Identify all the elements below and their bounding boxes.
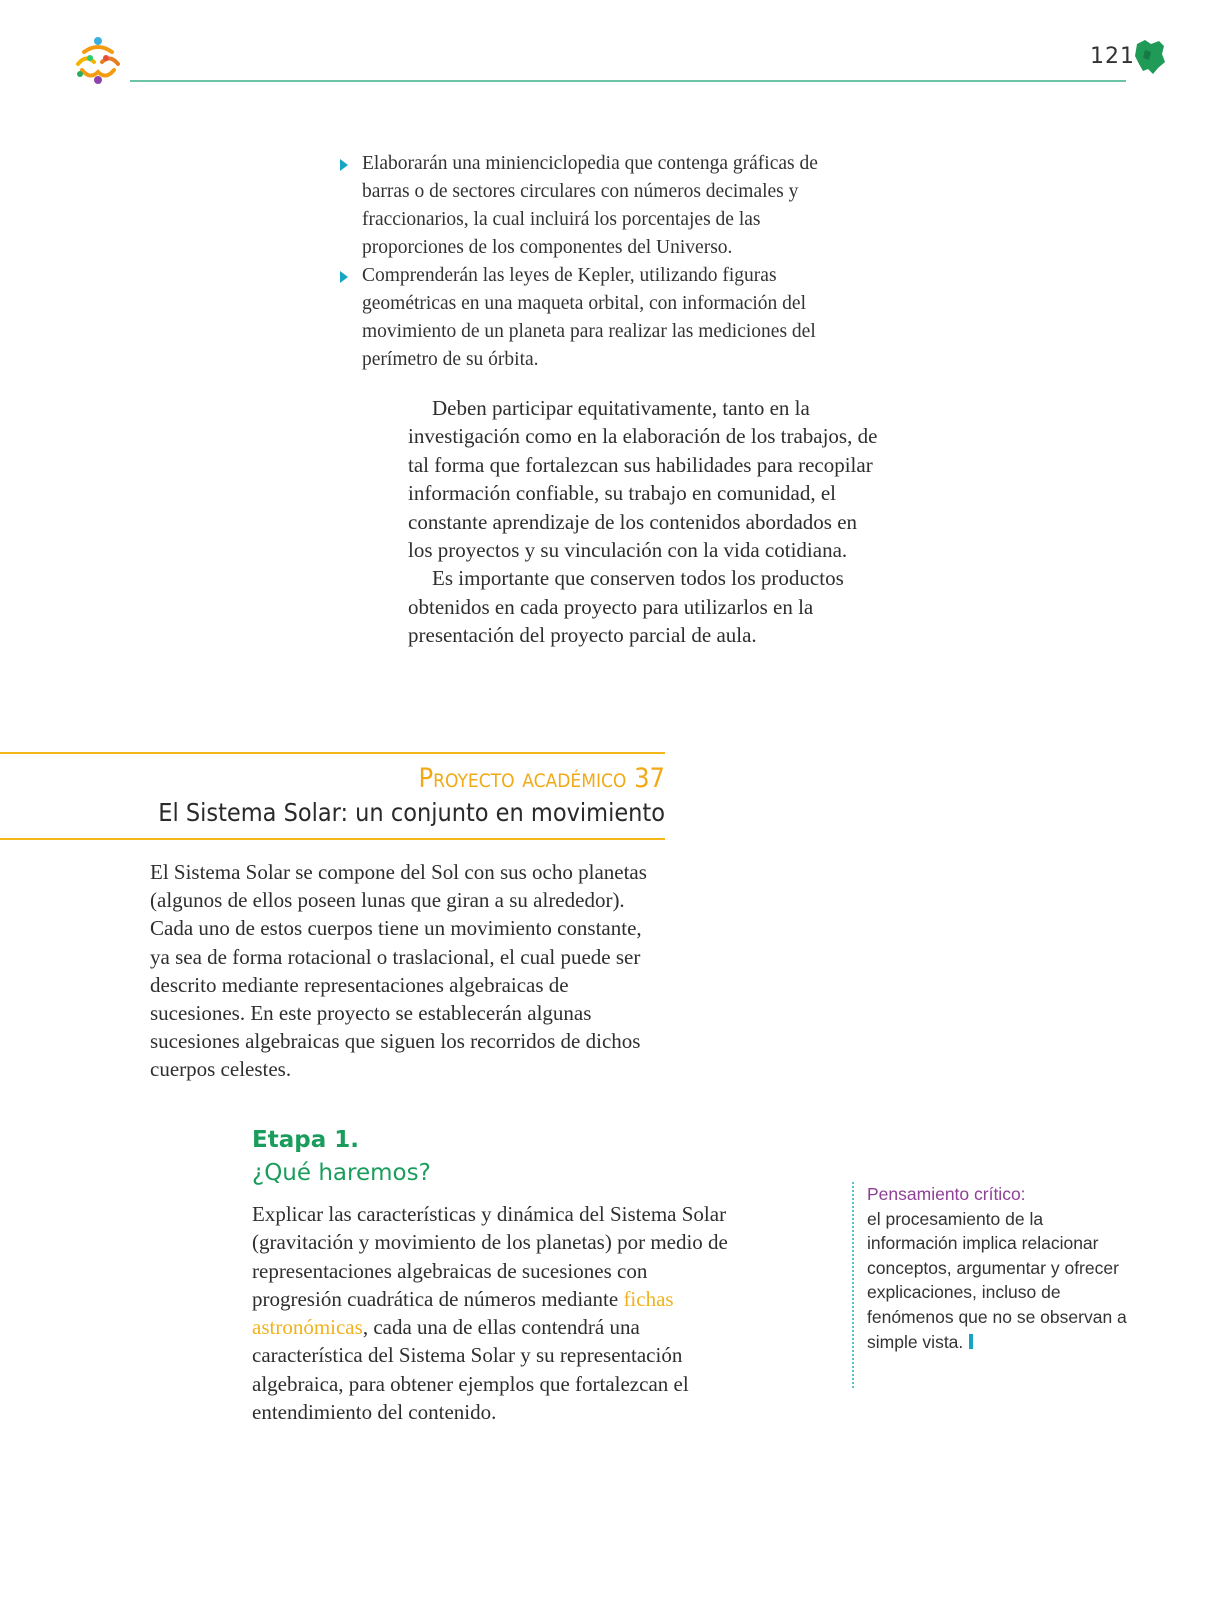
glossary-sidebar xyxy=(852,1182,1127,1388)
project-header xyxy=(0,752,665,840)
glossary-link[interactable]: fichas astronómicas xyxy=(252,1286,674,1340)
paragraph: Es importante que conserven todos los productos obtenidos en cada proyecto para utilizarlos en la presentación del proyecto parcial de aula. xyxy=(408,566,844,648)
triangle-bullet-icon xyxy=(340,271,348,283)
project-intro: El Sistema Solar se compone del Sol con sus ocho planetas (algunos de ellos poseen lunas que giran a su alrededor). Cada uno de estos cuerpos tiene un movimiento constante, ya sea de forma rotacional o traslacional, el cual puede ser descrito mediante representaciones algebraicas de sucesiones. En este proyecto se establecerán algunas sucesiones algebraicas que siguen los recorridos de dichos cuerpos celestes. xyxy=(150,860,647,1082)
page-number: 121 xyxy=(1090,44,1135,69)
flower-logo-icon xyxy=(72,34,124,86)
header-rule xyxy=(130,80,1126,82)
stage-title: Etapa 1. xyxy=(252,1127,359,1153)
stage-subtitle: ¿Qué haremos? xyxy=(252,1160,431,1186)
objectives-list xyxy=(340,150,860,374)
paragraph: Deben participar equitativamente, tanto en la investigación como en la elaboración de los trabajos, de tal forma que fortalezcan sus habilidades para recopilar información confiable, su trabajo en comunidad, el constante aprendizaje de los contenidos abordados en los proyectos y su vinculación con la vida cotidiana. xyxy=(408,396,878,563)
triangle-bullet-icon xyxy=(340,159,348,171)
stage-body-text: Explicar las características y dinámica del Sistema Solar (gravitación y movimiento de los planetas) por medio de representaciones algebraicas de sucesiones con progresión cuadrática de números mediante xyxy=(252,1202,728,1311)
end-mark-icon xyxy=(969,1334,973,1349)
list-item-text: Comprenderán las leyes de Kepler, utilizando figuras geométricas en una maqueta orbital, con información del movimiento de un planeta para realizar las mediciones del perímetro de su órbita. xyxy=(362,265,816,370)
green-map-icon xyxy=(1133,38,1167,76)
list-item-text: Elaborarán una minienciclopedia que contenga gráficas de barras o de sectores circulares con números decimales y fraccionarios, la cual incluirá los porcentajes de las proporciones de los componentes del Universo. xyxy=(362,153,818,258)
sidebar-term: Pensamiento crítico: xyxy=(867,1184,1026,1204)
list-item xyxy=(340,262,860,374)
project-kicker: Proyecto académico 37 xyxy=(418,763,665,794)
list-item xyxy=(340,150,860,262)
stage-heading xyxy=(252,1124,431,1190)
project-title: El Sistema Solar: un conjunto en movimiento xyxy=(158,798,665,827)
sidebar-definition: el procesamiento de la información implica relacionar conceptos, argumentar y ofrecer explicaciones, incluso de fenómenos que no se observan a simple vista. xyxy=(867,1208,1127,1352)
stage-body-text: , cada una de ellas contendrá una característica del Sistema Solar y su representación algebraica, para obtener ejemplos que fortalezcan el entendimiento del contenido. xyxy=(252,1315,689,1425)
stage-body xyxy=(252,1200,732,1426)
instructions-block xyxy=(408,394,878,650)
